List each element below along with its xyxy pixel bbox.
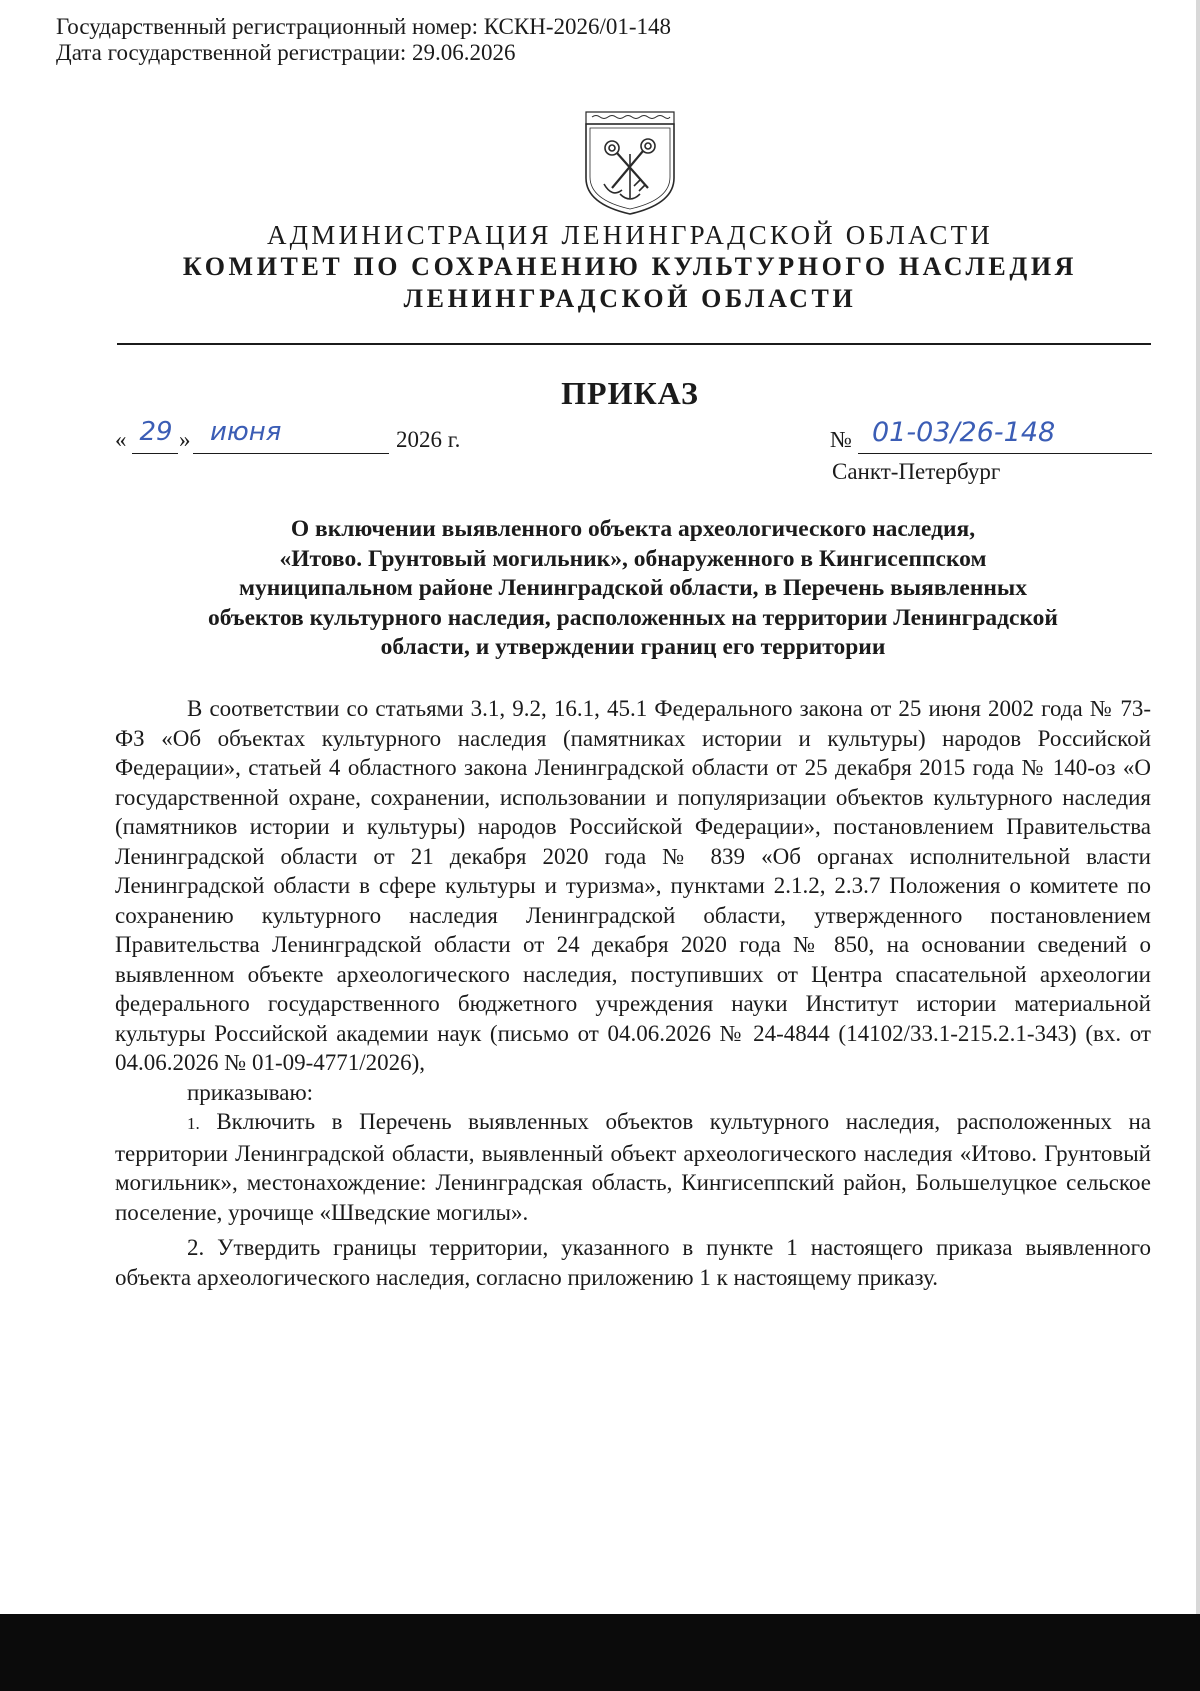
date-close-quote: » [179,427,191,452]
committee-name-line2: ЛЕНИНГРАДСКОЙ ОБЛАСТИ [403,284,857,313]
subject-line: О включении выявленного объекта археологического наследия, [290,516,976,542]
date-open-quote: « [115,427,127,452]
order-item [115,1107,1151,1227]
header-divider [117,343,1151,345]
order-body [115,694,1151,1292]
number-underline [858,453,1152,454]
document-title: ПРИКАЗ [561,375,699,411]
date-day: 29 [139,417,173,447]
preamble-paragraph: В соответствии со статьями 3.1, 9.2, 16.1, 45.1 Федерального закона от 25 июня 2002 года № 73-ФЗ «Об объектах культурного наследия (памятниках истории и культуры) народов Российской Федерации», статьей 4 областного закона Ленинградской области от 25 декабря 2015 года № 140-оз «О государственной охране, сохранении, использовании и популяризации объектов культурного наследия (памятников истории и культуры) народов Российской Федерации», постановлением Правительства Ленинградской области от 21 декабря 2020 года № 839 «Об органах исполнительной власти Ленинградской области в сфере культуры и туризма», пунктами 2.1.2, 2.3.7 Положения о комитете по сохранению культурного наследия Ленинградской области, утвержденного постановлением Правительства Ленинградской области от 24 декабря 2020 года № 850, на основании сведений о выявленном объекте археологического наследия, поступивших от Центра спасательной археологии федерального государственного бюджетного учреждения науки Институт истории материальной культуры Российской академии наук (письмо от 04.06.2026 № 24-4844 (14102/33.1-215.2.1-343) (вх. от 04.06.2026 № 01-09-4771/2026), [115,696,1151,1075]
number-value: 01-03/26-148 [872,417,1056,448]
day-underline [132,453,178,454]
scan-bottom-border [0,1614,1200,1691]
item-number: 2. [187,1235,205,1260]
administration-name: АДМИНИСТРАЦИЯ ЛЕНИНГРАДСКОЙ ОБЛАСТИ [266,220,993,250]
city: Санкт-Петербург [832,459,1001,484]
subject-line: «Итово. Грунтовый могильник», обнаруженного в Кингисеппском [279,545,987,572]
subject-line: муниципальном районе Ленинградской области, в Перечень выявленных [238,575,1028,601]
item-text: Включить в Перечень выявленных объектов культурного наследия, расположенных на территории Ленинградской области, выявленный объект археологического наследия «Итово. Грунтовый могильник», местонахождение: Ленинградская область, Кингисеппский район, Большелуцкое сельское поселение, урочище «Шведские могилы». [115,1109,1152,1225]
order-word: приказываю: [187,1079,314,1105]
order-item [115,1233,1151,1292]
item-text: Утвердить границы территории, указанного в пункте 1 настоящего приказа выявленного объекта археологического наследия, согласно приложению 1 к настоящему приказу. [115,1235,1152,1290]
number-sign: № [830,427,852,452]
item-number: 1. [187,1114,200,1133]
subject-line: области, и утверждении границ его территории [380,634,886,660]
date-year: 2026 г. [396,427,461,452]
subject-line: объектов культурного наследия, расположенных на территории Ленинградской [208,604,1058,631]
registration-date: Дата государственной регистрации: 29.06.2026 [56,40,516,65]
coat-of-arms-emblem [582,108,678,216]
order-subject [115,515,1151,663]
month-underline [193,453,389,454]
registration-number: Государственный регистрационный номер: КСКН-2026/01-148 [56,14,672,39]
registration-block [56,14,671,66]
date-month: июня [210,417,282,447]
committee-name-line1: КОМИТЕТ ПО СОХРАНЕНИЮ КУЛЬТУРНОГО НАСЛЕДИЯ [182,252,1078,281]
